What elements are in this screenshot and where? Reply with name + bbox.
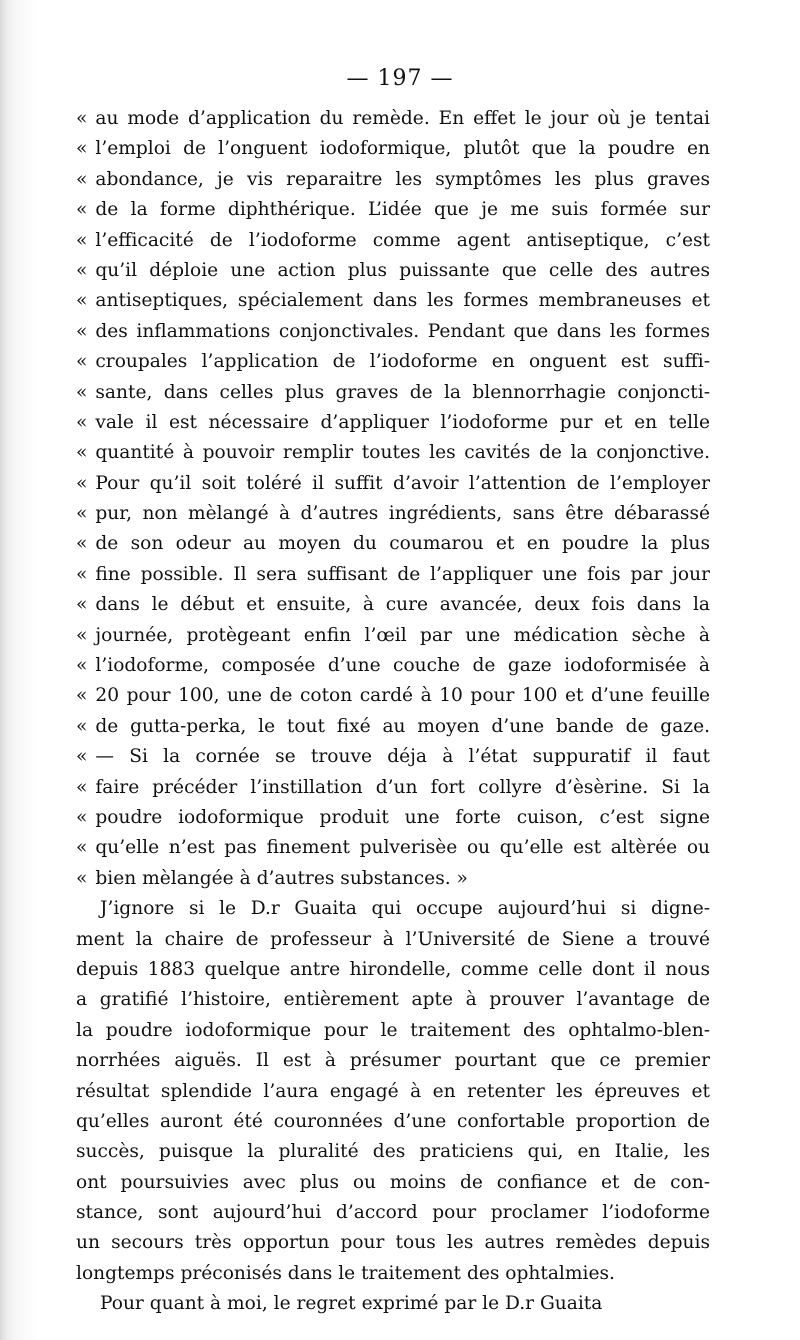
text-line [76,955,710,985]
line-text: qu’elles auront été couronnées d’une confortable proportion de [76,1110,710,1132]
quote-mark: « [76,715,88,737]
quote-mark: « [76,168,88,190]
line-text: l’iodoforme, composée d’une couche de gaze iodoformisée à [95,655,710,677]
quote-mark: « [76,655,88,677]
line-text: de la forme diphthérique. L’idée que je me suis formée sur [95,199,710,221]
text-line [76,226,710,256]
body-text [76,104,710,1320]
text-line [76,894,710,924]
quote-mark: « [76,320,88,342]
line-text: 20 pour 100, une de coton cardé à 10 pour 100 et d’une feuille [95,685,710,707]
quote-mark: « [76,837,88,859]
text-line [76,438,710,468]
quote-mark: « [76,563,88,585]
line-text: stance, sont aujourd’hui d’accord pour proclamer l’iodoforme [76,1202,710,1224]
text-line [76,1228,710,1258]
text-line [76,317,710,347]
line-text: succès, puisque la pluralité des praticiens qui, en Italie, les [76,1141,710,1163]
quote-mark: « [76,685,88,707]
line-text: ont poursuivies avec plus ou moins de confiance et de con- [76,1171,710,1193]
text-line [76,712,710,742]
line-text: un secours très opportun pour tous les autres remèdes depuis [76,1232,710,1254]
line-text: qu’il déploie une action plus puissante que celle des autres [95,259,710,281]
text-line [76,104,710,134]
line-text: vale il est nécessaire d’appliquer l’iodoforme pur et en telle [95,411,710,433]
text-line [76,408,710,438]
text-line [76,1168,710,1198]
quote-mark: « [76,108,88,129]
line-text: a gratifié l’histoire, entièrement apte à prouver l’avantage de [76,989,710,1011]
quote-mark: « [76,472,88,494]
text-line [76,1289,710,1319]
line-text: l’efficacité de l’iodoforme comme agent antiseptique, c’est [95,229,710,251]
quote-mark: « [76,229,88,251]
line-text: résultat splendide l’aura engagé à en retenter les épreuves et [76,1080,710,1102]
line-text: sante, dans celles plus graves de la blennorrhagie conjoncti- [95,381,710,403]
line-text: qu’elle n’est pas finement pulverisèe ou qu’elle est altèrée ou [95,837,710,859]
quote-mark: « [76,259,88,281]
line-text: abondance, je vis reparaitre les symptômes les plus graves [95,168,710,190]
line-text: J’ignore si le D.r Guaita qui occupe aujourd’hui si digne- [100,898,710,920]
line-text: bien mèlangée à d’autres substances. » [95,867,468,889]
line-text: longtemps préconisés dans le traitement des ophtalmies. [76,1262,615,1284]
line-text: depuis 1883 quelque antre hirondelle, comme celle dont il nous [76,958,710,980]
quote-mark: « [76,624,88,646]
line-text: croupales l’application de l’iodoforme en onguent est suffi- [95,351,710,373]
quote-mark: « [76,746,88,768]
text-line [76,499,710,529]
quote-mark: « [76,381,88,403]
text-line [76,985,710,1015]
text-line [76,1107,710,1137]
text-line [76,1016,710,1046]
quote-mark: « [76,351,88,373]
text-line [76,773,710,803]
text-line [76,469,710,499]
line-text: la poudre iodoformique pour le traitement des ophtalmo-blen- [76,1019,710,1041]
line-text: antiseptiques, spécialement dans les formes membraneuses et [95,290,710,312]
text-line [76,621,710,651]
line-text: au mode d’application du remède. En effet le jour où je tentai [95,108,710,129]
text-line [76,529,710,559]
text-line [76,1198,710,1228]
text-line [76,651,710,681]
text-line [76,165,710,195]
line-text: poudre iodoformique produit une forte cuison, c’est signe [95,806,710,828]
text-line [76,1046,710,1076]
quote-mark: « [76,290,88,312]
quote-mark: « [76,411,88,433]
line-text: fine possible. Il sera suffisant de l’appliquer une fois par jour [95,563,710,585]
line-text: Pour quant à moi, le regret exprimé par le D.r Guaita [100,1293,603,1315]
page-number: — 197 — [346,66,454,91]
quote-mark: « [76,533,88,555]
line-text: de gutta-perka, le tout fixé au moyen d’une bande de gaze. [95,715,710,737]
quote-mark: « [76,806,88,828]
text-line [76,925,710,955]
text-line [76,134,710,164]
quote-mark: « [76,138,88,160]
text-line [76,286,710,316]
text-line [76,1259,710,1289]
quote-mark: « [76,503,88,525]
line-text: pur, non mèlangé à d’autres ingrédients, sans être débarassé [95,503,710,525]
text-line [76,803,710,833]
text-line [76,864,710,894]
text-line [76,560,710,590]
quote-mark: « [76,594,88,616]
line-text: dans le début et ensuite, à cure avancée, deux fois dans la [95,594,710,616]
text-line [76,378,710,408]
quote-mark: « [76,867,88,889]
text-line [76,256,710,286]
line-text: l’emploi de l’onguent iodoformique, plutôt que la poudre en [95,138,710,160]
text-line [76,1137,710,1167]
line-text: — Si la cornée se trouve déja à l’état suppuratif il faut [95,746,710,768]
text-line [76,347,710,377]
line-text: faire précéder l’instillation d’un fort collyre d’èsèrine. Si la [95,776,710,798]
quote-mark: « [76,442,88,464]
line-text: norrhées aiguës. Il est à présumer pourtant que ce premier [76,1050,710,1072]
text-line [76,195,710,225]
text-line [76,681,710,711]
line-text: des inflammations conjonctivales. Pendant que dans les formes [95,320,710,342]
text-line [76,833,710,863]
quote-mark: « [76,776,88,798]
line-text: Pour qu’il soit toléré il suffit d’avoir l’attention de l’employer [95,472,710,494]
text-line [76,742,710,772]
line-text: de son odeur au moyen du coumarou et en poudre la plus [95,533,710,555]
line-text: journée, protègeant enfin l’œil par une médication sèche à [95,624,710,646]
quote-mark: « [76,199,88,221]
line-text: quantité à pouvoir remplir toutes les cavités de la conjonctive. [95,442,710,464]
line-text: ment la chaire de professeur à l’Université de Siene a trouvé [76,928,710,950]
text-line [76,590,710,620]
text-line [76,1077,710,1107]
